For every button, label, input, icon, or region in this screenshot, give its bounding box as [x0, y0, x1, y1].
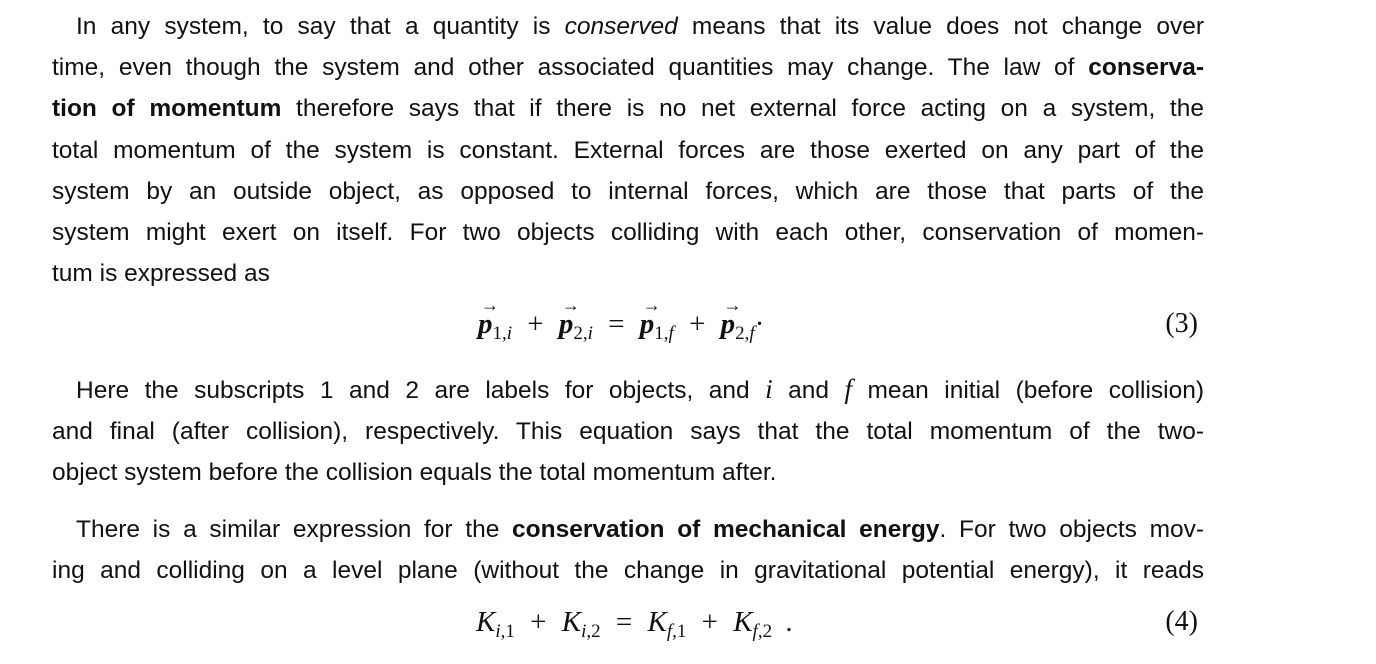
- text-line: system might exert on itself. For two objects colliding with each other, conservation of momen-: [52, 219, 1204, 247]
- equation-number: (4): [1165, 606, 1198, 637]
- paragraph-subscripts: [52, 369, 1204, 494]
- text-line: object system before the collision equals the total momentum after.: [52, 459, 777, 487]
- plus-sign: +: [701, 606, 718, 638]
- emphasis-conserved: conserved: [564, 13, 678, 40]
- equation-body: [478, 295, 765, 345]
- text-line: and final (after collision), respectively. This equation says that the total momentum of the two-: [52, 418, 1204, 446]
- text-line: tum is expressed as: [52, 260, 270, 288]
- kinetic-energy-symbol: K: [647, 606, 667, 638]
- subscript: i,2: [581, 621, 601, 642]
- equation-end-dot: ·: [754, 308, 765, 340]
- subscript: i,1: [495, 621, 515, 642]
- subscript: f,1: [666, 621, 687, 642]
- subscript: f,2: [752, 621, 773, 642]
- plus-sign: +: [530, 606, 547, 638]
- equals-sign: =: [608, 308, 625, 340]
- equation-energy: [52, 606, 1198, 650]
- bold-term: tion of momentum: [52, 95, 282, 123]
- momentum-vector: → p: [478, 295, 499, 340]
- kinetic-energy-symbol: K: [476, 606, 496, 638]
- subscript: 1,i: [492, 323, 513, 344]
- equation-momentum: [52, 295, 1198, 352]
- plus-sign: +: [527, 308, 544, 340]
- text-line: In any system, to say that a quantity is conserved means that its value does not change over: [76, 13, 1204, 40]
- equation-body: [476, 606, 793, 643]
- paragraph-mechanical-energy: [52, 509, 1204, 591]
- momentum-vector: → p: [558, 295, 580, 340]
- momentum-vector: → p: [639, 295, 661, 340]
- paragraph-conservation-momentum: [52, 6, 1204, 294]
- kinetic-energy-symbol: K: [561, 606, 582, 638]
- subscript: 2,f: [735, 323, 755, 344]
- text-line: time, even though the system and other associated quantities may change. The law of conserva-: [52, 54, 1204, 82]
- bold-term: conservation of mechanical energy: [512, 516, 940, 543]
- text-line: tion of momentum therefore says that if there is no net external force acting on a system, the: [52, 95, 1204, 123]
- vector-arrow-icon: →: [642, 295, 661, 315]
- text-line: There is a similar expression for the conservation of mechanical energy. For two objects mov-: [76, 516, 1205, 543]
- equals-sign: =: [615, 606, 633, 638]
- vector-arrow-icon: →: [481, 295, 499, 315]
- equation-number: (3): [1165, 308, 1198, 339]
- text-line: Here the subscripts 1 and 2 are labels for objects, and i and f mean initial (before collision): [76, 374, 1205, 404]
- equation-end-dot: .: [785, 606, 793, 638]
- bold-term: conserva-: [1088, 54, 1204, 82]
- plus-sign: +: [689, 308, 706, 340]
- text-line: system by an outside object, as opposed to internal forces, which are those that parts of the: [52, 177, 1204, 205]
- kinetic-energy-symbol: K: [733, 606, 753, 638]
- text-line: ing and colliding on a level plane (without the change in gravitational potential energy), it reads: [52, 557, 1204, 585]
- subscript: 1,f: [654, 323, 674, 344]
- text-line: total momentum of the system is constant. External forces are those exerted on any part of the: [52, 136, 1204, 164]
- momentum-vector: → p: [720, 295, 742, 340]
- vector-arrow-icon: →: [723, 295, 742, 315]
- vector-arrow-icon: →: [561, 295, 580, 315]
- subscript: 2,i: [573, 323, 593, 344]
